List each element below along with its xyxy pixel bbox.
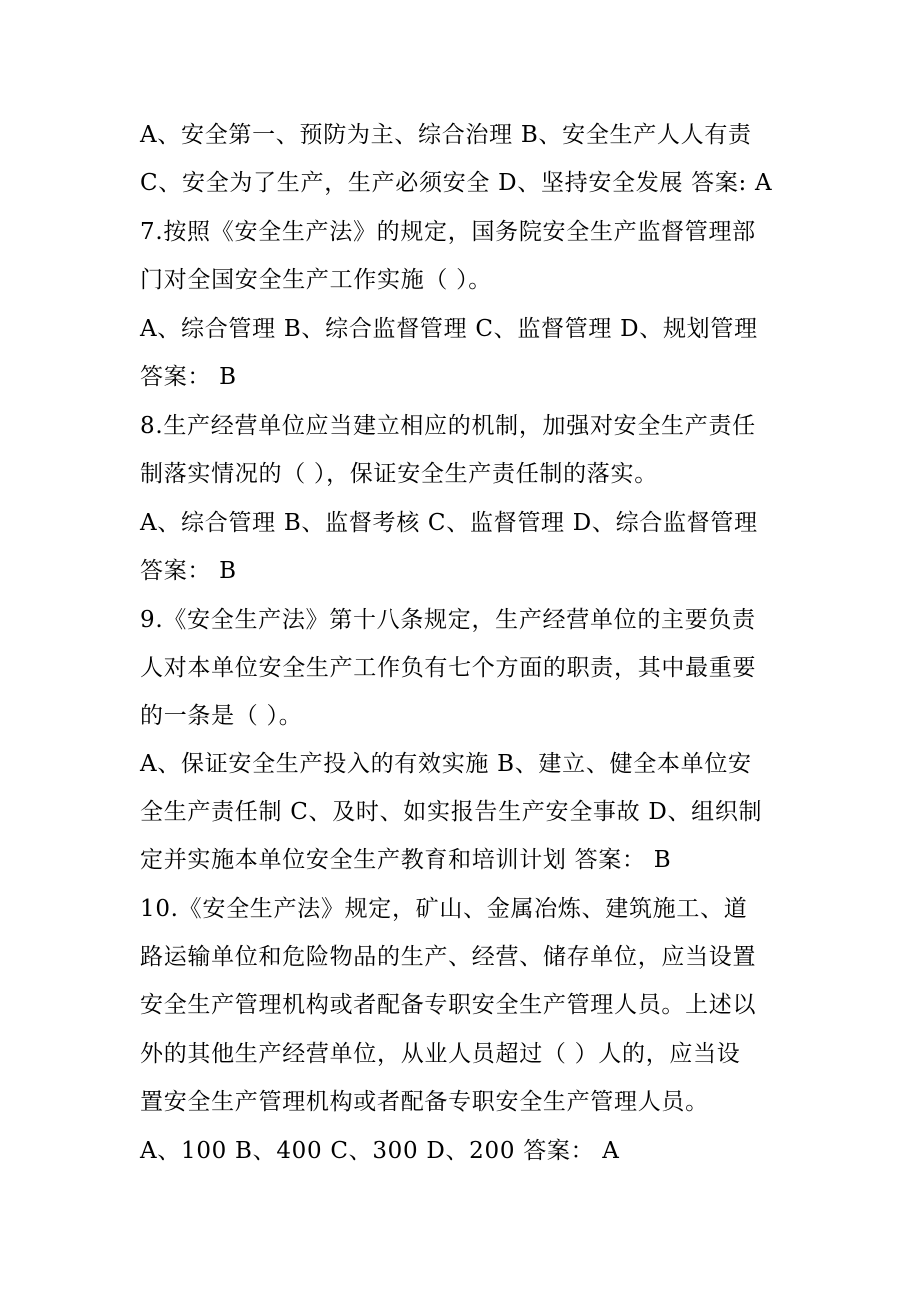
answer-options-q9-cont: 全生产责任制 C、及时、如实报告生产安全事故 D、组织制 (140, 799, 763, 825)
answer-options-q9-cont-2: 定并实施本单位安全生产教育和培训计划 答案： B (140, 847, 672, 873)
answer-options-q7: A、综合管理 B、综合监督管理 C、监督管理 D、规划管理 (140, 316, 758, 342)
answer-q7: 答案： B (140, 364, 237, 390)
question-7: 7.按照《安全生产法》的规定，国务院安全生产监督管理部 (140, 219, 756, 245)
answer-options-q9: A、保证安全生产投入的有效实施 B、建立、健全本单位安 (140, 751, 752, 777)
question-10: 10.《安全生产法》规定，矿山、金属冶炼、建筑施工、道 (140, 896, 748, 922)
answer-options-q10: A、100 B、400 C、300 D、200 答案： A (140, 1138, 620, 1164)
question-9-cont-2: 的一条是（ ）。 (140, 703, 303, 729)
question-8-cont: 制落实情况的（ ），保证安全生产责任制的落实。 (140, 461, 658, 487)
question-10-cont-4: 置安全生产管理机构或者配备专职安全生产管理人员。 (140, 1089, 709, 1115)
question-7-cont: 门对全国安全生产工作实施（ ）。 (140, 267, 493, 293)
question-10-cont-3: 外的其他生产经营单位，从业人员超过（ ）人的，应当设 (140, 1041, 741, 1067)
question-8: 8.生产经营单位应当建立相应的机制，加强对安全生产责任 (140, 413, 756, 439)
question-9-cont: 人对本单位安全生产工作负有七个方面的职责，其中最重要 (140, 655, 757, 681)
question-10-cont-2: 安全生产管理机构或者配备专职安全生产管理人员。上述以 (140, 992, 757, 1018)
question-9: 9.《安全生产法》第十八条规定，生产经营单位的主要负责 (140, 607, 756, 633)
answer-options-q6-cont: C、安全为了生产，生产必须安全 D、坚持安全发展 答案: A (140, 170, 773, 196)
answer-q8: 答案： B (140, 558, 237, 584)
answer-options-q6: A、安全第一、预防为主、综合治理 B、安全生产人人有责 (140, 122, 752, 148)
question-10-cont: 路运输单位和危险物品的生产、经营、储存单位，应当设置 (140, 944, 757, 970)
answer-options-q8: A、综合管理 B、监督考核 C、监督管理 D、综合监督管理 (140, 510, 758, 536)
